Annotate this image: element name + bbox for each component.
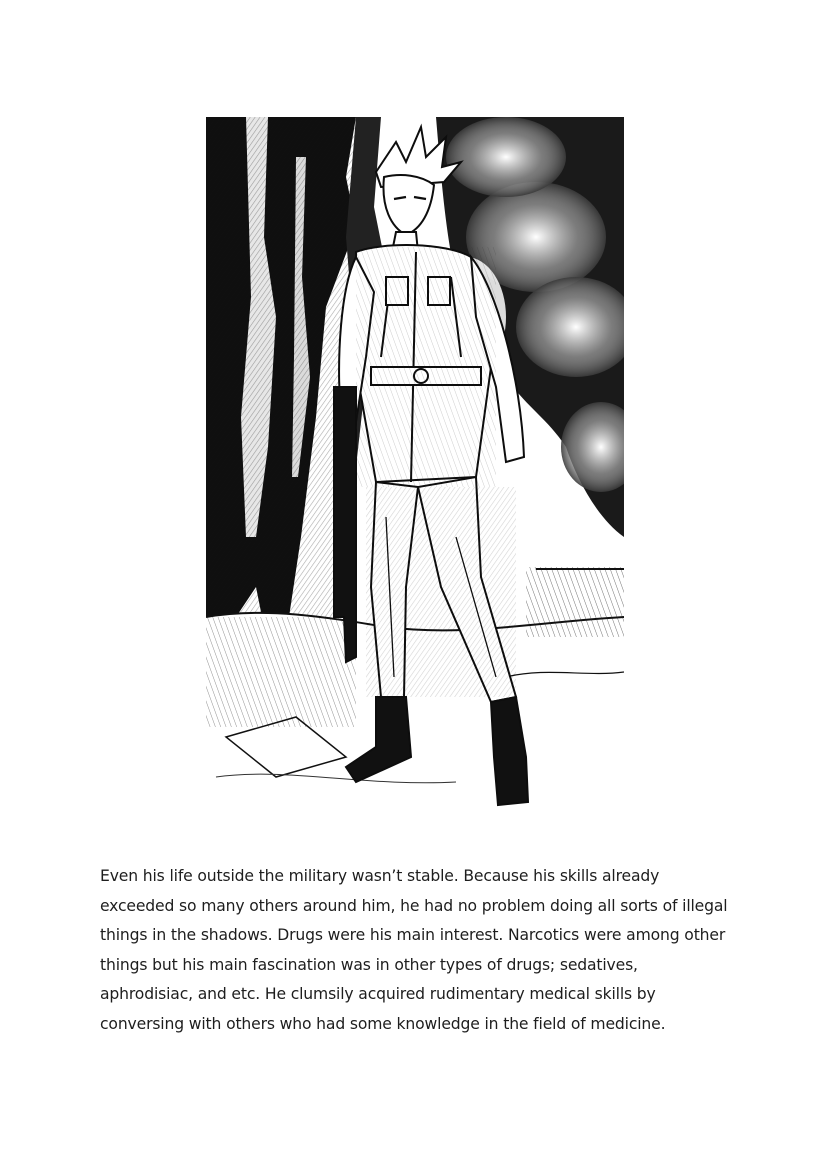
soldier-drawing <box>206 117 624 807</box>
body-paragraph: Even his life outside the military wasn’t stable. Because his skills already exceeded so many others around him, he had no problem doing all sorts of illegal things in the shadows. Drugs were his main interest. Narcotics were among other things but his main fascination was in other types of drugs; sedatives, aphrodisiac, and etc. He clumsily acquired rudimentary medical skills by conversing with others who had some knowledge in the field of medicine. <box>100 867 728 1033</box>
soldier-illustration <box>206 117 624 807</box>
